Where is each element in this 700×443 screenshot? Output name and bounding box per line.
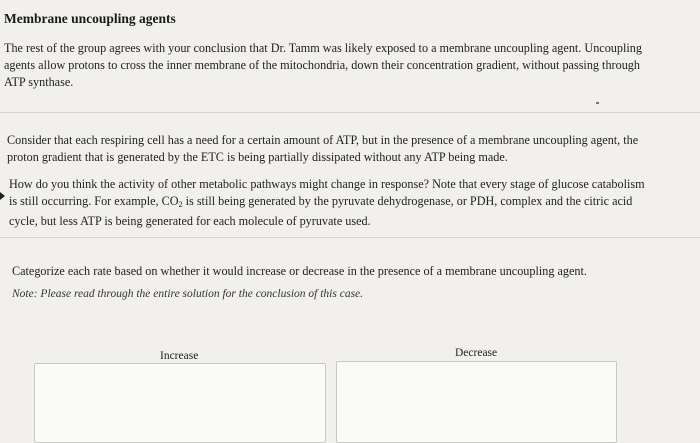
question-text-part1: How do you think the activity of other metabolic pathways might change in response? Note that every stage of glucose catabolism is still occurring. For example, CO [9,177,645,208]
section-divider [0,237,700,238]
note-text: Note: Please read through the entire solution for the conclusion of this case. [12,288,364,300]
decrease-drop-zone[interactable] [336,361,617,443]
increase-drop-zone[interactable] [34,363,326,443]
context-paragraph: Consider that each respiring cell has a need for a certain amount of ATP, but in the presence of a membrane uncoupling agent, the proton gradient that is generated by the ETC is being partially dissipated without any ATP being made. [7,133,639,164]
mouse-cursor [596,102,599,104]
intro-paragraph: The rest of the group agrees with your conclusion that Dr. Tamm was likely exposed to a membrane uncoupling agent. Uncoupling agents allow protons to cross the inner membrane of the mitochondria, down their concentration gradient, without passing through ATP synthase. [4,41,642,89]
section-title: Membrane uncoupling agents [4,11,176,26]
question-text-part2: is still being generated by the pyruvate dehydrogenase, or PDH, complex and the citric acid cycle, but less ATP is being generated for each molecule of pyruvate used. [9,194,633,228]
subscript-2: 2 [178,200,183,209]
instruction-text: Categorize each rate based on whether it would increase or decrease in the presence of a membrane uncoupling agent. [12,264,587,278]
decrease-bin-label: Decrease [455,347,498,359]
question-paragraph [9,176,649,230]
caret-marker-icon [0,192,5,200]
increase-bin-label: Increase [160,350,199,362]
